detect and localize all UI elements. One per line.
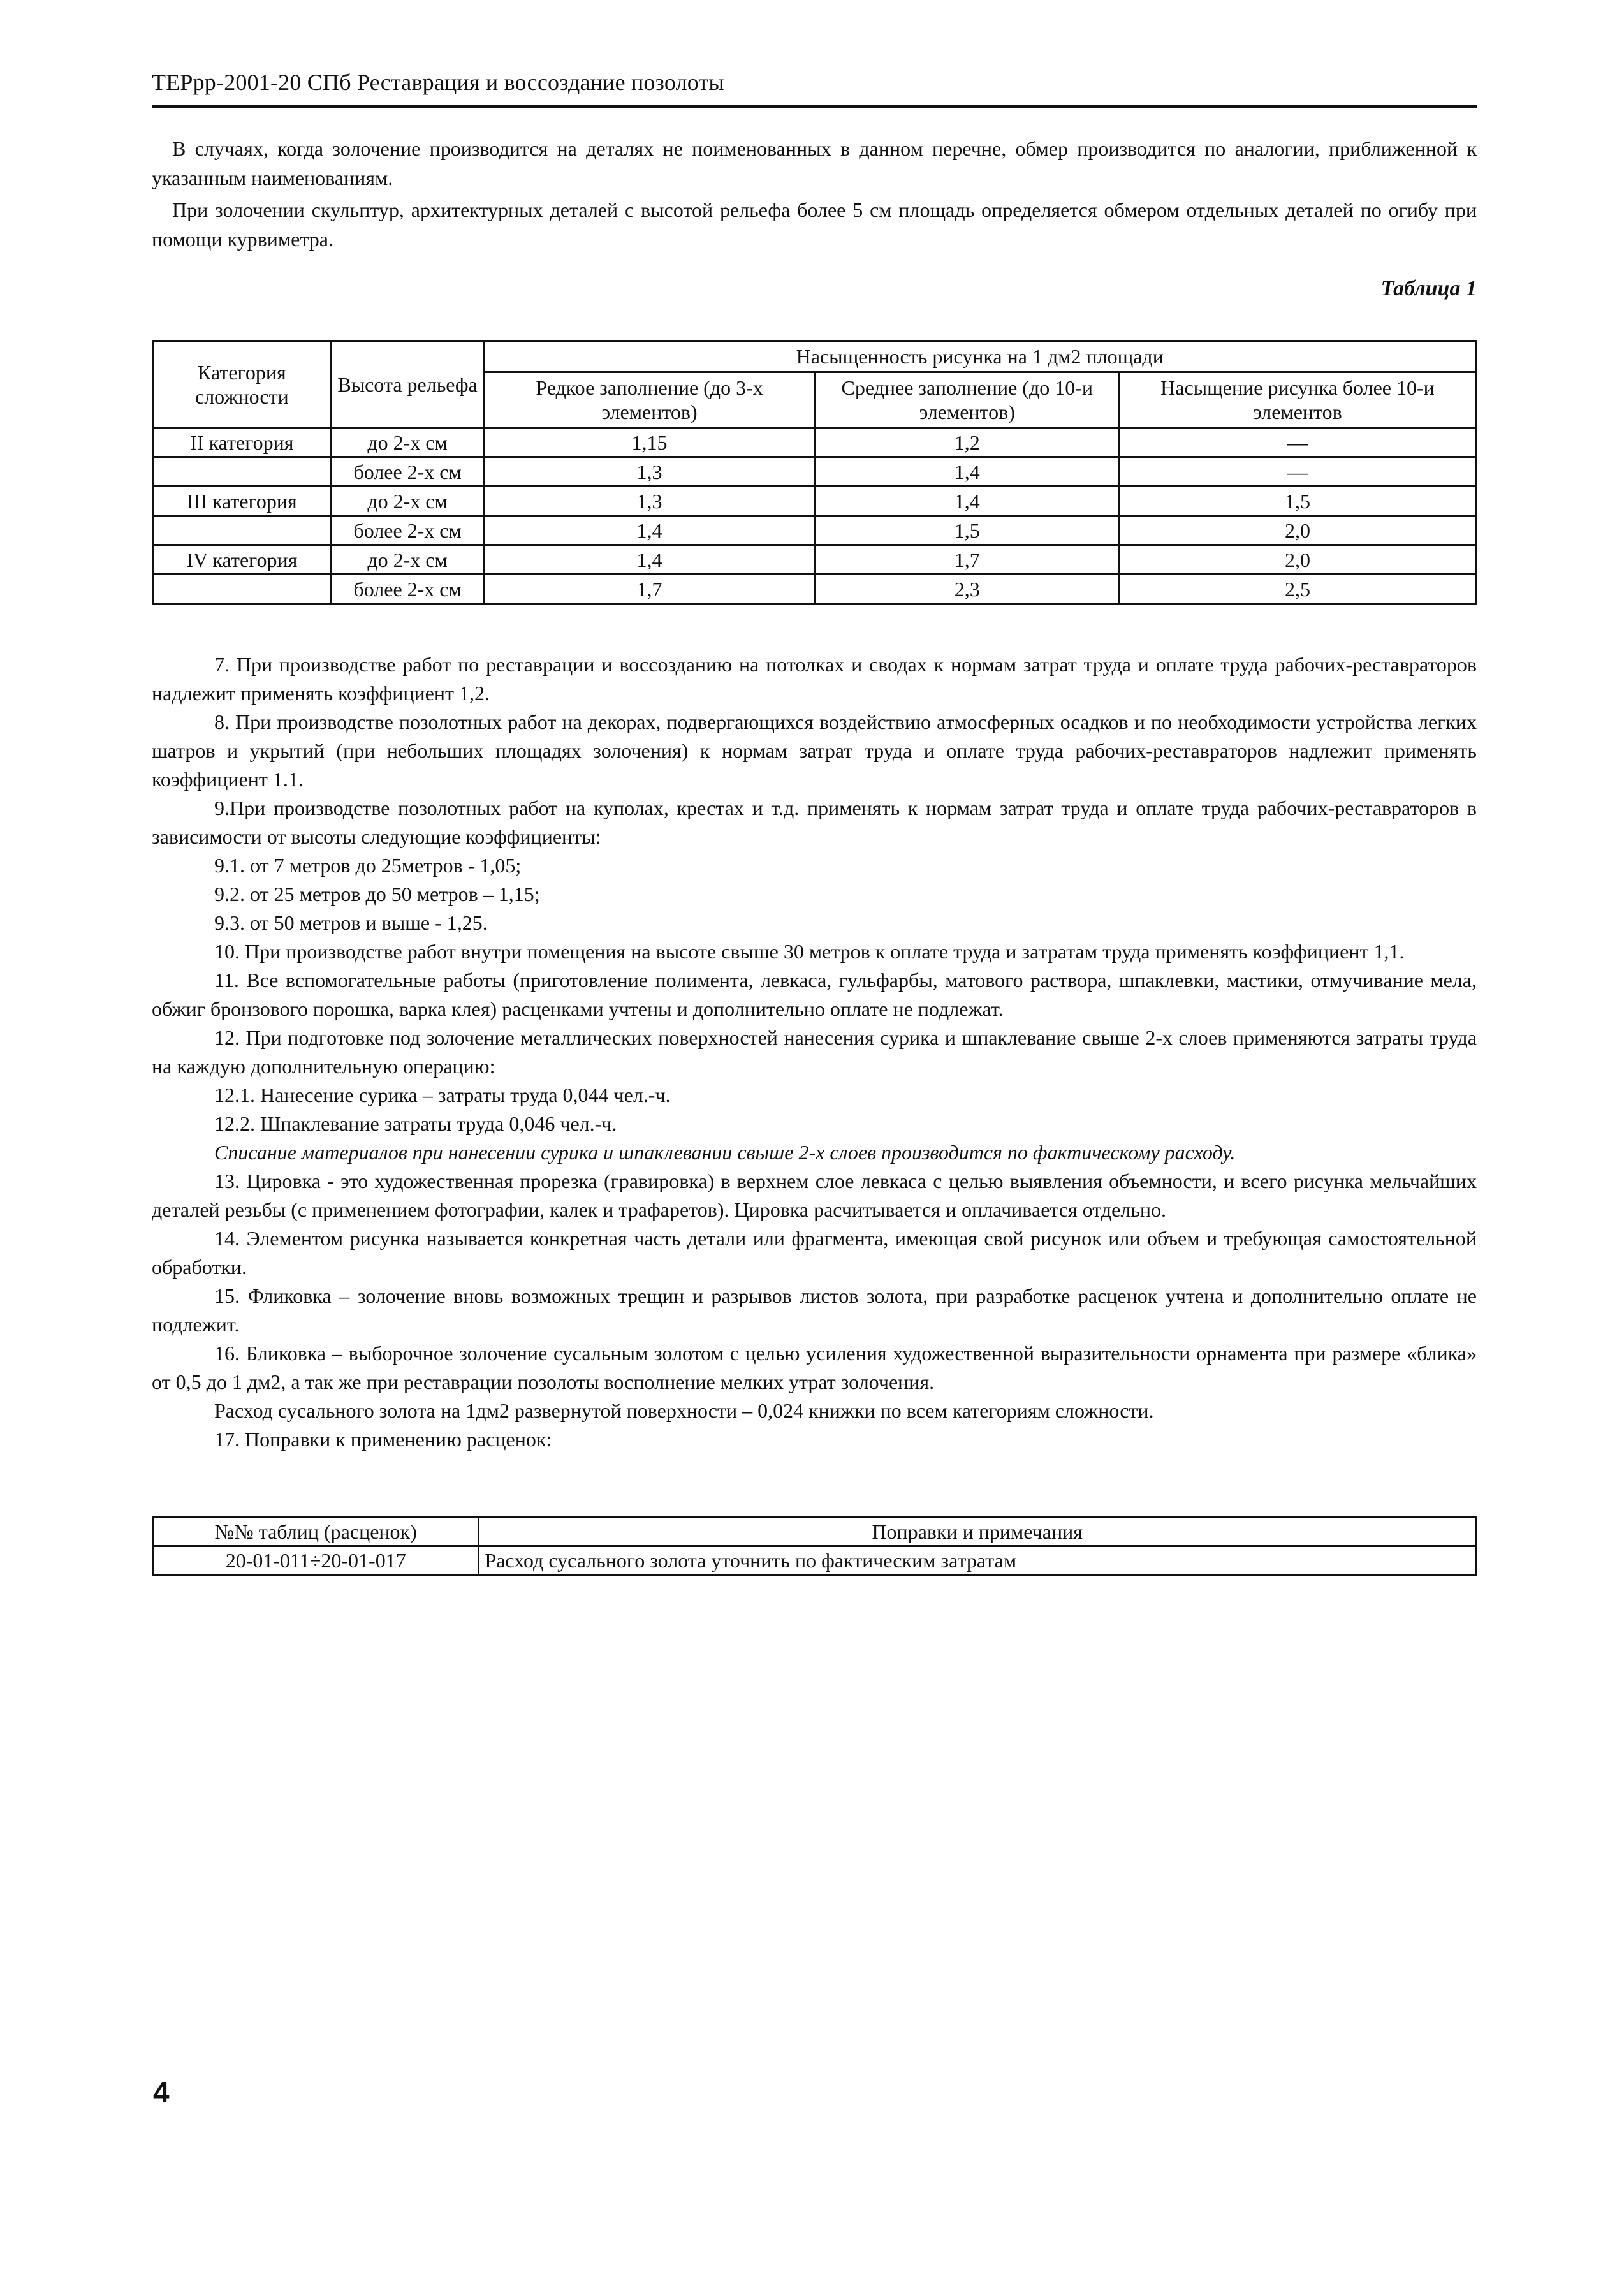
cell-height: до 2-х см [331,487,484,516]
header-dense: Насыщение рисунка более 10-и элементов [1119,372,1475,428]
cell-table-numbers: 20-01-011÷20-01-017 [153,1546,479,1575]
cell-note: Расход сусального золота уточнить по фактическим затратам [479,1546,1476,1575]
body-paragraph: 7. При производстве работ по реставрации и воссозданию на потолках и сводах к нормам затрат труда и оплате труда рабочих-реставраторов надлежит применять коэффициент 1,2. [152,653,1477,705]
header-saturation-group: Насыщенность рисунка на 1 дм2 площади [484,341,1476,372]
cell-height: до 2-х см [331,545,484,575]
cell-height: до 2-х см [331,428,484,457]
body-paragraph: 16. Бликовка – выборочное золочение сусальным золотом с целью усиления художественной выразительности орнамента при размере «блика» от 0,5 до 1 дм2, а так же при реставрации позолоты восполнение мелких утрат золочения. [152,1342,1477,1393]
cell-category: IV категория [153,545,332,575]
table-row [153,457,1476,487]
body-paragraph: 14. Элементом рисунка называется конкретная часть детали или фрагмента, имеющая свой рисунок или объем и требующая самостоятельной обработки. [152,1227,1477,1279]
cell-sparse: 1,3 [484,487,815,516]
table-row [153,516,1476,545]
header-relief-height: Высота рельефа [331,341,484,428]
cell-sparse: 1,4 [484,516,815,545]
table-row [153,545,1476,575]
table-row [153,487,1476,516]
cell-category [153,575,332,604]
body-paragraph: Расход сусального золота на 1дм2 развернутой поверхности – 0,024 книжки по всем категориям сложности. [214,1399,1154,1422]
body-paragraph: 12. При подготовке под золочение металлических поверхностей нанесения сурика и шпаклевание свыше 2-х слоев применяются затраты труда на каждую дополнительную операцию: [152,1026,1477,1078]
cell-dense: 2,0 [1119,516,1475,545]
table-caption: Таблица 1 [1380,277,1477,300]
body-paragraph: Списание материалов при нанесении сурика и шпаклевании свыше 2-х слоев производится по фактическому расходу. [214,1141,1236,1164]
cell-medium: 1,7 [815,545,1119,575]
body-paragraph: 12.1. Нанесение сурика – затраты труда 0,044 чел.-ч. [214,1083,671,1106]
cell-medium: 1,4 [815,457,1119,487]
body-paragraph: 8. При производстве позолотных работ на декорах, подвергающихся воздействию атмосферных осадков и по необходимости устройства легких шатров и укрытий (при небольших площадях золочения) к нормам затрат труда и оплате труда рабочих-реставраторов надлежит применять коэффициент 1.1. [152,710,1477,791]
header-medium: Среднее заполнение (до 10-и элементов) [815,372,1119,428]
header-table-numbers: №№ таблиц (расценок) [153,1518,479,1546]
body-paragraph: 9.При производстве позолотных работ на куполах, крестах и т.д. применять к нормам затрат труда и оплате труда рабочих-реставраторов в зависимости от высоты следующие коэффициенты: [152,796,1477,848]
cell-height: более 2-х см [331,516,484,545]
header-divider [152,105,1477,108]
cell-category [153,516,332,545]
body-paragraph: 9.2. от 25 метров до 50 метров – 1,15; [214,883,540,906]
cell-sparse: 1,7 [484,575,815,604]
cell-category: III категория [153,487,332,516]
body-paragraph: 17. Поправки к применению расценок: [214,1428,552,1451]
table-row [153,575,1476,604]
cell-height: более 2-х см [331,575,484,604]
table-row [153,1546,1476,1575]
body-section [152,650,1477,1454]
body-paragraph: 10. При производстве работ внутри помещения на высоте свыше 30 метров к оплате труда и затратам труда применять коэффициент 1,1. [214,940,1405,963]
cell-category [153,457,332,487]
body-paragraph: 11. Все вспомогательные работы (приготовление полимента, левкаса, гульфарбы, матового раствора, шпаклевки, мастики, отмучивание мела, обжиг бронзового порошка, варка клея) расценками учтены и дополнительно оплате не подлежат. [152,969,1477,1020]
cell-medium: 1,2 [815,428,1119,457]
cell-medium: 2,3 [815,575,1119,604]
cell-dense: — [1119,428,1475,457]
cell-height: более 2-х см [331,457,484,487]
document-header-title: ТЕРрр-2001-20 СПб Реставрация и воссоздание позолоты [152,70,724,95]
header-category: Категория сложности [153,341,332,428]
cell-sparse: 1,4 [484,545,815,575]
cell-medium: 1,5 [815,516,1119,545]
header-notes: Поправки и примечания [479,1518,1476,1546]
body-paragraph: 9.3. от 50 метров и выше - 1,25. [214,911,488,934]
body-paragraph: 15. Фликовка – золочение вновь возможных трещин и разрывов листов золота, при разработке расценок учтена и дополнительно оплате не подлежит. [152,1284,1477,1336]
cell-category: II категория [153,428,332,457]
cell-dense: 2,0 [1119,545,1475,575]
cell-dense: 1,5 [1119,487,1475,516]
intro-paragraph: В случаях, когда золочение производится на деталях не поименованных в данном перечне, обмер производится по аналогии, приближенной к указанным наименованиям. [152,137,1477,189]
body-paragraph: 12.2. Шпаклевание затраты труда 0,046 чел.-ч. [214,1112,617,1135]
cell-medium: 1,4 [815,487,1119,516]
cell-dense: 2,5 [1119,575,1475,604]
intro-section [152,134,1477,256]
coefficients-table [152,340,1477,605]
cell-dense: — [1119,457,1475,487]
page-number: 4 [153,2076,170,2109]
intro-paragraph: При золочении скульптур, архитектурных деталей с высотой рельефа более 5 см площадь определяется обмером отдельных деталей по огибу при помощи курвиметра. [152,198,1477,251]
body-paragraph: 13. Цировка - это художественная прорезка (гравировка) в верхнем слое левкаса с целью выявления объемности, и всего рисунка мельчайших деталей резьбы (с применением фотографии, калек и трафаретов). Цировка расчитывается и оплачивается отдельно. [152,1170,1477,1221]
header-sparse: Редкое заполнение (до 3-х элементов) [484,372,815,428]
table-row [153,428,1476,457]
body-paragraph: 9.1. от 7 метров до 25метров - 1,05; [214,854,522,877]
amendments-table [152,1516,1477,1576]
cell-sparse: 1,3 [484,457,815,487]
cell-sparse: 1,15 [484,428,815,457]
